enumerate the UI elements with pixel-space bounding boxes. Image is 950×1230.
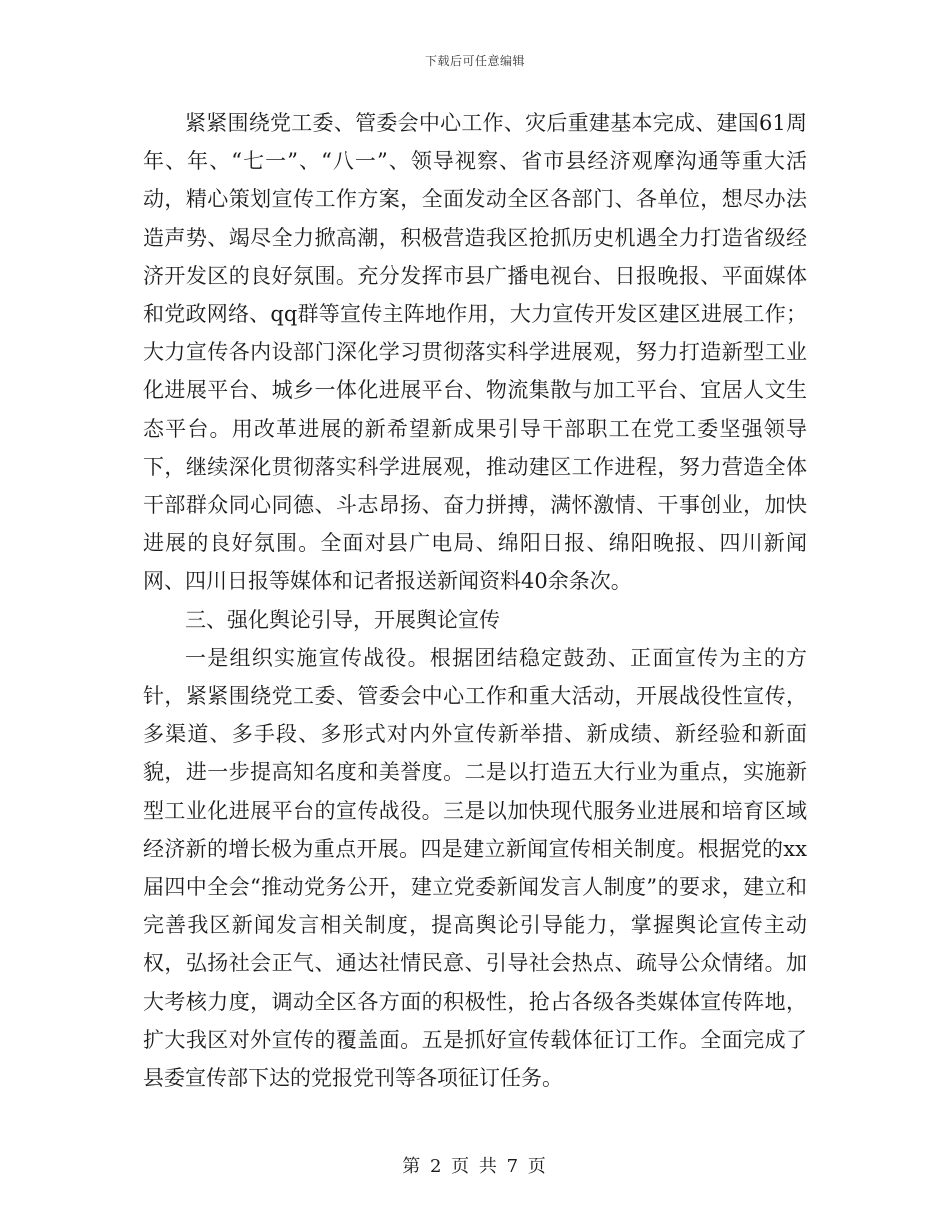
- paragraph-public-opinion: 一是组织实施宣传战役。根据团结稳定鼓劲、正面宣传为主的方针，紧紧围绕党工委、管委会中心工作和重大活动，开展战役性宣传，多渠道、多手段、多形式对内外宣传新举措、新成绩、新经验和新面貌，进一步提高知名度和美誉度。二是以打造五大行业为重点，实施新型工业化进展平台的宣传战役。三是以加快现代服务业进展和培育区域经济新的增长极为重点开展。四是建立新闻宣传相关制度。根据党的xx届四中全会“推动党务公开，建立党委新闻发言人制度”的要求，建立和完善我区新闻发言相关制度，提高舆论引导能力，掌握舆论宣传主动权，弘扬社会正气、通达社情民意、引导社会热点、疏导公众情绪。加大考核力度，调动全区各方面的积极性，抢占各级各类媒体宣传阵地，扩大我区对外宣传的覆盖面。五是抓好宣传载体征订工作。全面完成了县委宣传部下达的党报党刊等各项征订任务。: [143, 645, 807, 1091]
- page-header: 下载后可任意编辑: [424, 54, 525, 68]
- page-number-footer: 第 2 页 共 7 页: [402, 1156, 548, 1177]
- paragraph-publicity-activities: 紧紧围绕党工委、管委会中心工作、灾后重建基本完成、建国61周年、年、“七一”、“八一”、领导视察、省市县经济观摩沟通等重大活动，精心策划宣传工作方案，全面发动全区各部门、各单位，想尽办法造声势、竭尽全力掀高潮，积极营造我区抢抓历史机遇全力打造省级经济开发区的良好氛围。充分发挥市县广播电视台、日报晚报、平面媒体和党政网络、qq群等宣传主阵地作用，大力宣传开发区建区进展工作；大力宣传各内设部门深化学习贯彻落实科学进展观，努力打造新型工业化进展平台、城乡一体化进展平台、物流集散与加工平台、宜居人文生态平台。用改革进展的新希望新成果引导干部职工在党工委坚强领导下，继续深化贯彻落实科学进展观，推动建区工作进程，努力营造全体干部群众同心同德、斗志昂扬、奋力拼搏，满怀激情、干事创业，加快进展的良好氛围。全面对县广电局、绵阳日报、绵阳晚报、四川新闻网、四川日报等媒体和记者报送新闻资料40余条次。: [143, 111, 807, 594]
- section-heading-3: 三、强化舆论引导，开展舆论宣传: [185, 607, 500, 632]
- document-body: [143, 104, 807, 1097]
